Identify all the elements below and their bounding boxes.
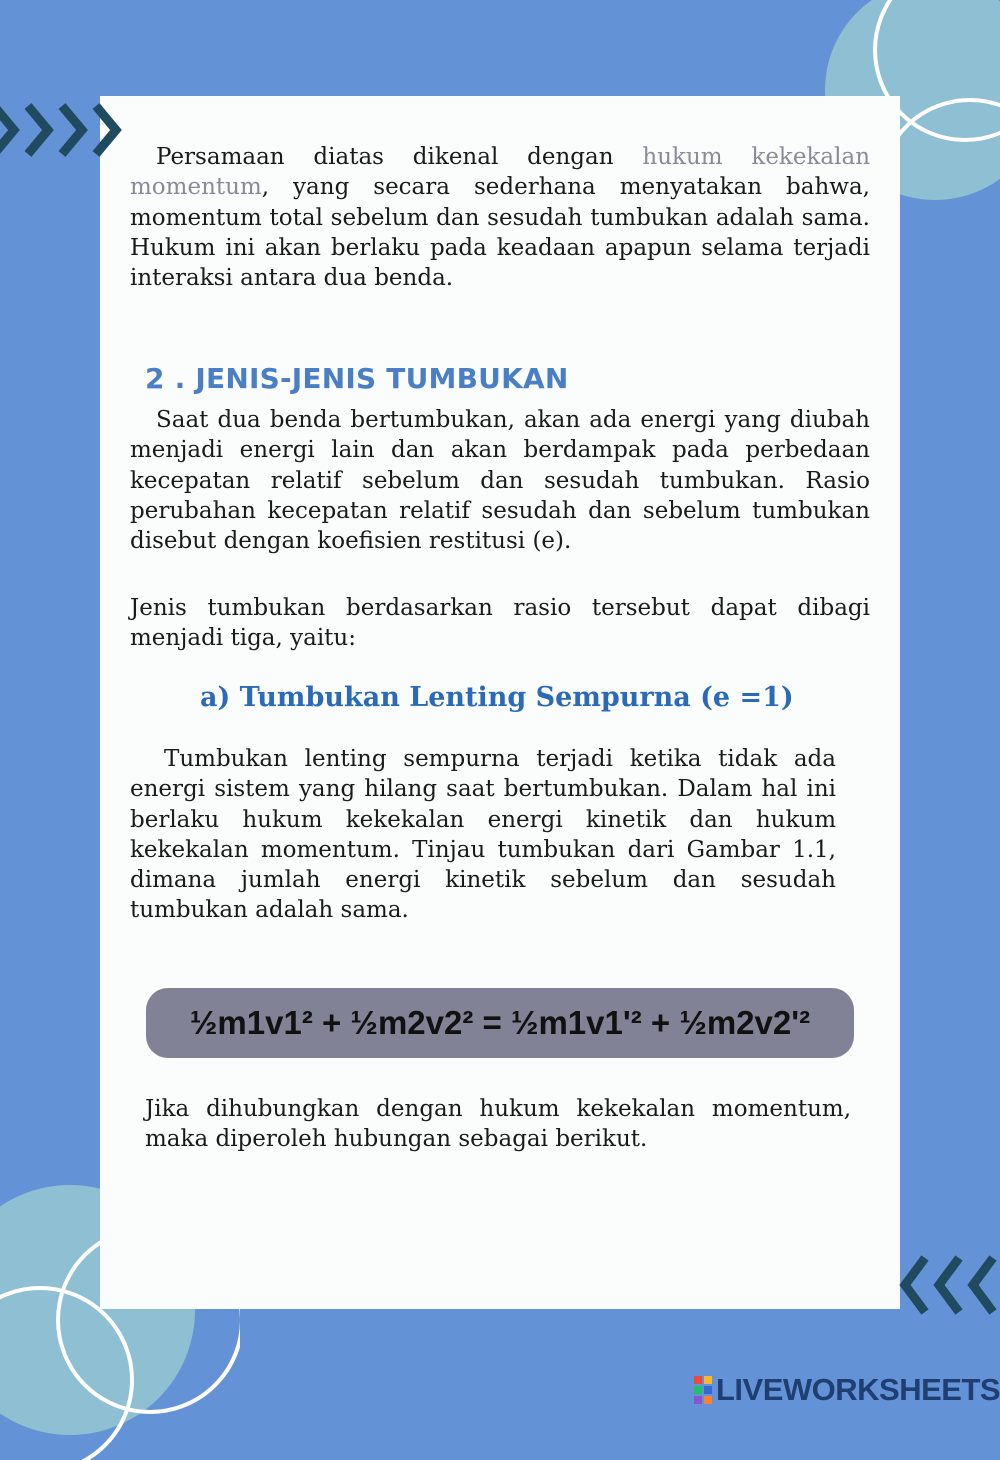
section-2-paragraph-1: Saat dua benda bertumbukan, akan ada energi yang diubah menjadi energi lain dan akan berdampak pada perbedaan kecepatan relatif sebelum dan sesudah tumbukan. Rasio perubahan kecepatan relatif sesudah dan sebelum tumbukan disebut dengan koefisien restitusi (e). bbox=[130, 407, 870, 555]
liveworksheets-logo-icon bbox=[694, 1376, 712, 1404]
subsection-a-heading: a) Tumbukan Lenting Sempurna (e =1) bbox=[200, 682, 794, 713]
chevrons-left-icon bbox=[895, 1250, 1000, 1320]
section-2-paragraph-2: Jenis tumbukan berdasarkan rasio tersebut dapat dibagi menjadi tiga, yaitu: bbox=[130, 595, 870, 652]
chevrons-right-icon bbox=[0, 98, 130, 162]
intro-paragraph bbox=[130, 142, 870, 293]
closing-paragraph: Jika dihubungkan dengan hukum kekekalan momentum, maka diperoleh hubungan sebagai berikut. bbox=[145, 1096, 851, 1153]
subsection-a-paragraph: Tumbukan lenting sempurna terjadi ketika tidak ada energi sistem yang hilang saat bertumbukan. Dalam hal ini berlaku hukum kekekalan energi kinetik dan hukum kekekalan momentum. Tinjau tumbukan dari Gambar 1.1, dimana jumlah energi kinetik sebelum dan sesudah tumbukan adalah sama. bbox=[130, 746, 836, 924]
kinetic-energy-formula: ½m1v1² + ½m2v2² = ½m1v1'² + ½m2v2'² bbox=[146, 988, 854, 1058]
intro-text-end: , yang secara sederhana menyatakan bahwa, momentum total sebelum dan sesudah tumbukan adalah sama. Hukum ini akan berlaku pada keadaan apapun selama terjadi interaksi antara dua benda. bbox=[130, 174, 870, 292]
liveworksheets-logo bbox=[694, 1372, 1000, 1408]
logo-text: LIVEWORKSHEETS bbox=[716, 1372, 1000, 1407]
conservation-law-highlight: hukum kekekalan momentum bbox=[130, 144, 871, 201]
intro-text-start: Persamaan diatas dikenal dengan bbox=[156, 144, 643, 170]
section-2-heading: 2 . JENIS-JENIS TUMBUKAN bbox=[145, 362, 569, 395]
